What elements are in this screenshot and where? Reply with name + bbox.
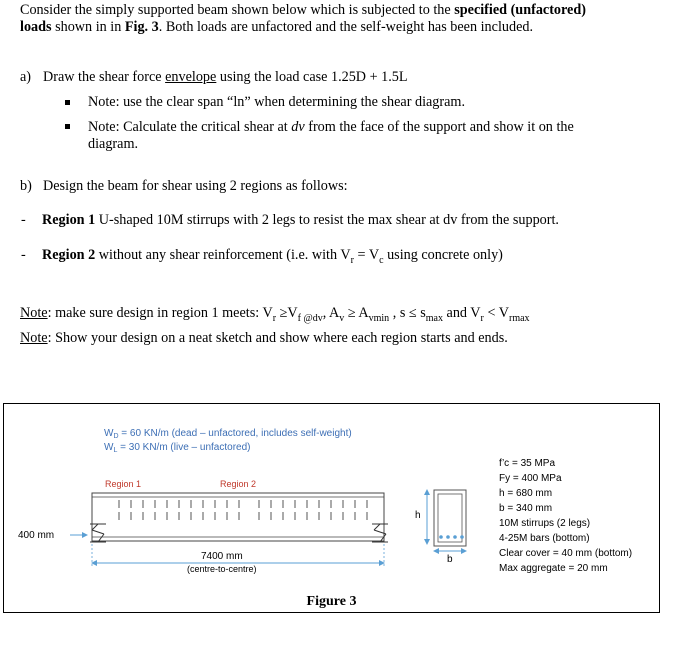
property-h: h = 680 mm	[499, 488, 553, 499]
part-a-text: Draw the shear force envelope using the load case 1.25D + 1.5L	[43, 69, 408, 85]
stirrups	[119, 500, 367, 520]
figure-3	[3, 403, 660, 613]
part-b-text: Design the beam for shear using 2 regions as follows:	[43, 178, 348, 194]
property-stirrups: 10M stirrups (2 legs)	[499, 518, 591, 529]
property-aggregate: Max aggregate = 20 mm	[499, 563, 608, 574]
part-a-note-2-line-2: diagram.	[88, 136, 139, 152]
bullet-icon	[65, 124, 70, 129]
right-support	[372, 524, 388, 542]
region-2-label: Region 2	[220, 479, 257, 489]
beam-diagram	[4, 404, 661, 614]
region-1-label: Region 1	[105, 479, 142, 489]
design-note: Note: make sure design in region 1 meets: $V_r \ge V_{f @dv}$, $A_v \ge A_{vmin}$ , $s \le s_{max}$ and $V_r < V_{rmax}$	[20, 305, 530, 324]
property-fy: Fy = 400 MPa	[499, 473, 562, 484]
span-note: (centre-to-centre)	[187, 564, 257, 574]
property-cover: Clear cover = 40 mm (bottom)	[499, 548, 633, 559]
support-width-label: 400 mm	[18, 530, 55, 541]
cross-section-stirrup	[438, 494, 462, 542]
width-label: b	[447, 554, 453, 565]
region-2-dash: -	[21, 247, 26, 263]
material-properties	[499, 458, 632, 574]
part-a-label: a)	[20, 69, 32, 85]
intro-line-2: loads shown in in Fig. 3. Both loads are unfactored and the self-weight has been included.	[20, 19, 534, 35]
rebar-dots	[439, 535, 464, 539]
part-a-note-1: Note: use the clear span “ln” when determining the shear diagram.	[88, 94, 466, 110]
sketch-note: Note: Show your design on a neat sketch and show where each region starts and ends.	[20, 330, 508, 346]
property-fc: f’c = 35 MPa	[499, 458, 556, 469]
region-1-description: Region 1 U-shaped 10M stirrups with 2 legs to resist the max shear at dv from the support.	[42, 212, 559, 228]
property-bars: 4-25M bars (bottom)	[499, 533, 590, 544]
region-1-dash: -	[21, 212, 26, 228]
dead-load-label: $W_D = 60$ KN/m (dead – unfactored, includes self-weight)	[104, 428, 352, 440]
beam-outline	[92, 493, 384, 541]
part-b-label: b)	[20, 178, 32, 194]
bullet-icon	[65, 100, 70, 105]
intro-line-1: Consider the simply supported beam shown below which is subjected to the specified (unfactored)	[20, 2, 586, 18]
figure-caption: Figure 3	[306, 594, 357, 609]
live-load-label: $W_L = 30$ KN/m (live – unfactored)	[104, 442, 251, 454]
property-b: b = 340 mm	[499, 503, 553, 514]
span-label: 7400 mm	[201, 551, 243, 562]
height-label: h	[415, 510, 421, 521]
region-2-description: Region 2 without any shear reinforcement (i.e. with $V_r = V_c$ using concrete only)	[42, 247, 503, 266]
part-a-note-2-line-1: Note: Calculate the critical shear at dv from the face of the support and show it on the	[88, 119, 574, 135]
